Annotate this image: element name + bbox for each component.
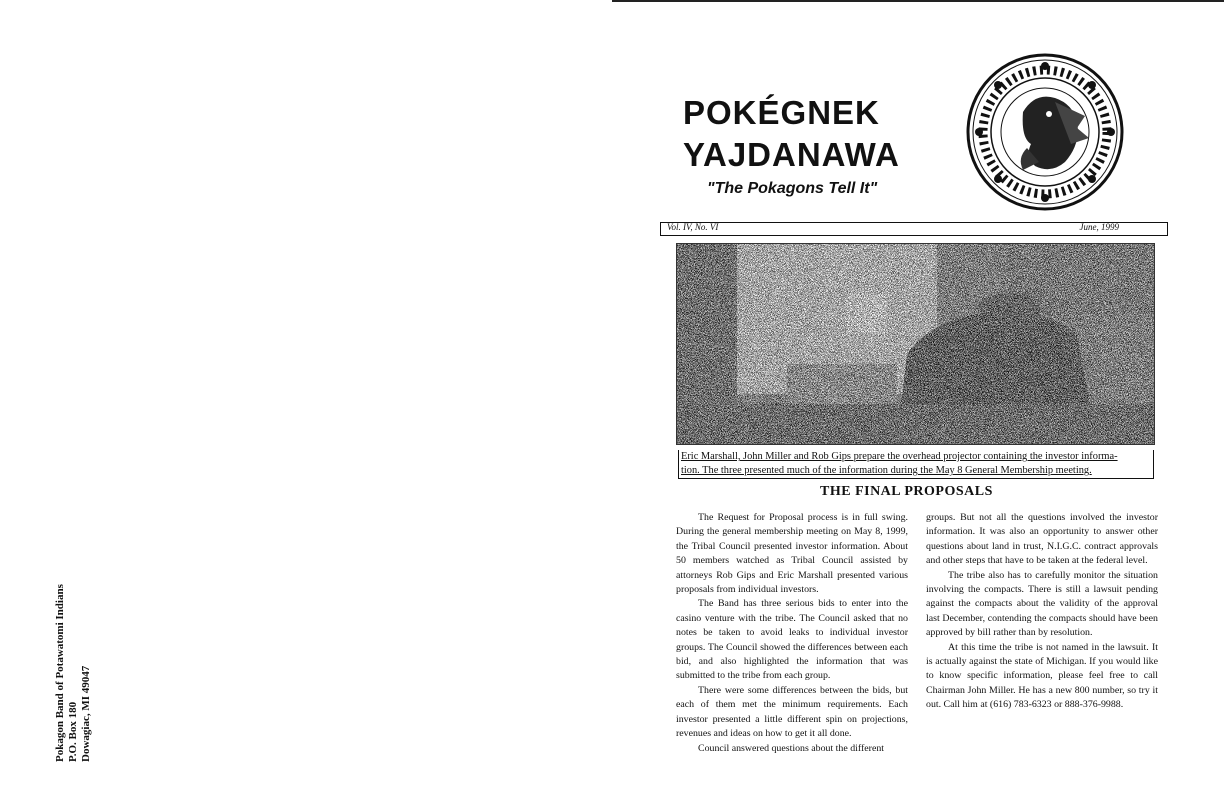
photo-caption: [678, 450, 1154, 479]
article-paragraph: Council answered questions about the different: [698, 742, 885, 754]
caption-line-2: tion. The three presented much of the information during the May 8 General Membership meeting.: [681, 465, 1092, 476]
article-paragraph: The Band has three serious bids to enter into the casino venture with the tribe. The Council asked that no notes be taken to avoid leaks to individual investor groups. The Council showed the differences between each bid, and also highlighted the information that was submitted to the tribe from each group.: [676, 598, 908, 682]
article-paragraph: groups. But not all the questions involved the investor information. It was also an opportunity to answer other questions about land in trust, N.I.G.C. contract approvals and other steps that have to be taken at the federal level.: [926, 512, 1158, 567]
caption-line-1: Eric Marshall, John Miller and Rob Gips prepare the overhead projector containing the investor informa-: [681, 451, 1118, 462]
issue-date: June, 1999: [1079, 222, 1119, 232]
article-paragraph: The Request for Proposal process is in full swing. During the general membership meeting on May 8, 1999, the Tribal Council presented investor information. About 50 members watched as Tribal Council assisted by attorneys Rob Gips and Eric Marshall presented various proposals from individual investors.: [676, 512, 908, 596]
article-paragraph: The tribe also has to carefully monitor the situation involving the compacts. There is still a lawsuit pending against the compacts about the validity of the approval last December, contending the compacts should have been approved by bill rather than by resolution.: [926, 569, 1158, 639]
title-line-2: YAJDANAWA: [683, 136, 900, 173]
article-paragraph: There were some differences between the bids, but each of them met the minimum requirements. Each investor presented a little different spin on projections, revenues and ideas on how to get it all done.: [676, 684, 908, 740]
article-column-right: [926, 511, 1158, 713]
address-line-organization: Pokagon Band of Potawatomi Indians: [54, 584, 66, 762]
mailing-address: [54, 552, 93, 762]
issue-info-bar: [660, 222, 1168, 236]
address-line-city: Dowagiac, MI 49047: [80, 665, 92, 762]
tribal-seal-logo: [965, 52, 1125, 212]
issue-volume: Vol. IV, No. VI: [667, 222, 719, 232]
address-line-po-box: P.O. Box 180: [67, 701, 79, 762]
masthead-tagline: "The Pokagons Tell It": [707, 180, 878, 197]
article-column-left: [676, 511, 908, 756]
page-top-edge: [612, 0, 1224, 2]
meeting-photo: [676, 243, 1155, 445]
article-headline: THE FINAL PROPOSALS: [820, 484, 993, 499]
masthead-title: [683, 92, 900, 176]
title-line-1: POKÉGNEK: [683, 94, 880, 131]
article-paragraph: At this time the tribe is not named in the lawsuit. It is actually against the state of Michigan. If you would like to know specific information, please feel free to call Chairman John Miller. He has a new 800 number, so try it out. Call him at (616) 783-6323 or 888-376-9988.: [926, 641, 1158, 711]
